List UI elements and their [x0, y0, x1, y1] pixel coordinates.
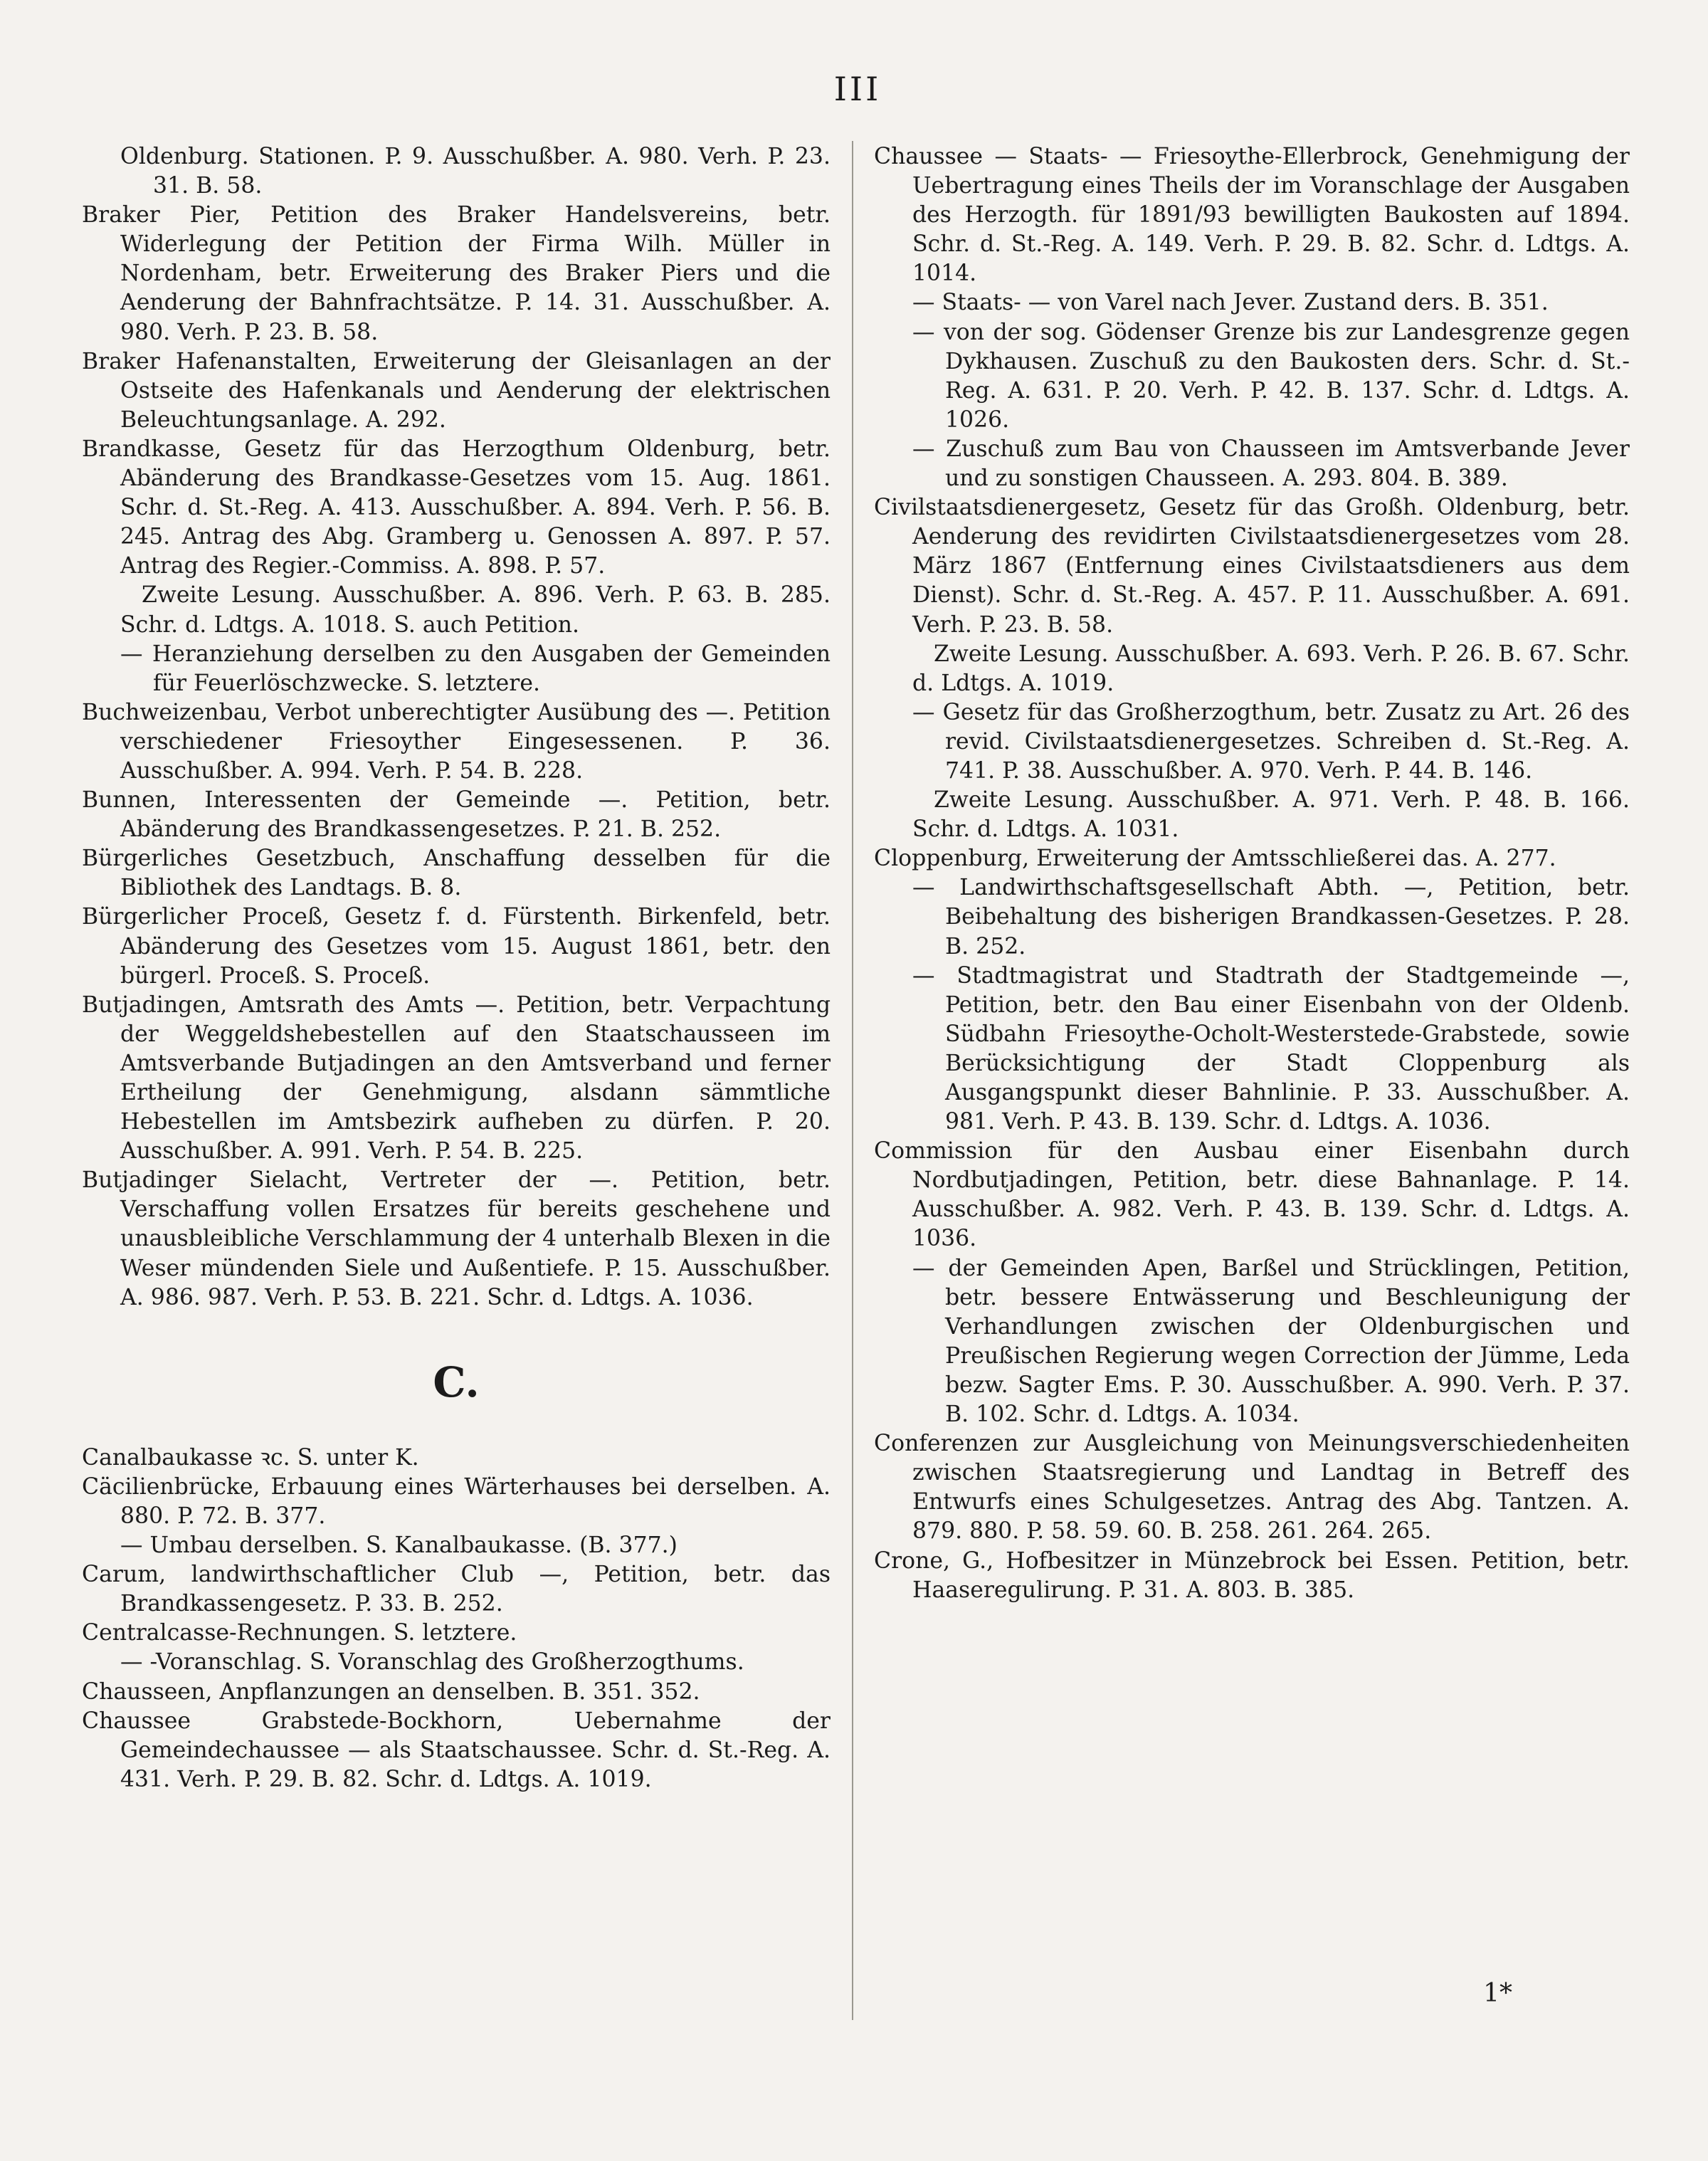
index-entry: Conferenzen zur Ausgleichung von Meinungsverschiedenheiten zwischen Staatsregierung und Landtag in Betreff des Entwurfs eines Schulgesetzes. Antrag des Abg. Tantzen. A. 879. 880. P. 58. 59. 60. B. 258. 261. 264. 265. — [874, 1431, 1630, 1545]
index-entry: Chaussee Grabstede-Bockhorn, Uebernahme der Gemeindechaussee — als Staatschaussee. Schr. d. St.-Reg. A. 431. Verh. P. 29. B. 82. Schr. d. Ldtgs. A. 1019. — [82, 1708, 831, 1792]
index-entry: Crone, G., Hofbesitzer in Münzebrock bei Essen. Petition, betr. Haaseregulirung. P. 31. A. 803. B. 385. — [874, 1547, 1630, 1603]
index-entry: Brandkasse, Gesetz für das Herzogthum Oldenburg, betr. Abänderung des Brandkasse-Gesetzes vom 15. Aug. 1861. Schr. d. St.-Reg. A. 413. Ausschußber. A. 894. Verh. P. 56. B. 245. Antrag des Abg. Gramberg u. Genossen A. 897. P. 57. Antrag des Regier.-Commiss. A. 898. P. 57. — [82, 436, 831, 579]
index-entry: Chausseen, Anpflanzungen an denselben. B. 351. 352. — [82, 1678, 700, 1705]
section-letter: C. — [433, 1357, 480, 1407]
index-entry: Commission für den Ausbau einer Eisenbahn durch Nordbutjadingen, Petition, betr. diese Bahnanlage. P. 14. Ausschußber. A. 982. Verh. P. 43. B. 139. Schr. d. Ldtgs. A. 1036. — [874, 1138, 1630, 1252]
index-entry: Zweite Lesung. Ausschußber. A. 693. Verh. P. 26. B. 67. Schr. d. Ldtgs. A. 1019. — [912, 641, 1630, 696]
index-entry: — Heranziehung derselben zu den Ausgaben der Gemeinden für Feuerlöschzwecke. S. letztere. — [120, 641, 831, 696]
right-column — [874, 142, 1630, 1605]
index-entry: Cloppenburg, Erweiterung der Amtsschließerei das. A. 277. — [874, 846, 1556, 872]
index-entry: Buchweizenbau, Verbot unberechtigter Ausübung des —. Petition verschiedener Friesoyther Eingesessenen. P. 36. Ausschußber. A. 994. Verh. P. 54. B. 228. — [82, 699, 831, 784]
left-entries-after — [82, 1444, 831, 1794]
index-entry: Zweite Lesung. Ausschußber. A. 896. Verh. P. 63. B. 285. Schr. d. Ldtgs. A. 1018. S. auch Petition. — [120, 582, 831, 638]
index-entry: — Stadtmagistrat und Stadtrath der Stadtgemeinde —, Petition, betr. den Bau einer Eisenbahn von der Oldenb. Südbahn Friesoythe-Ocholt-Westerstede-Grabstede, sowie Berücksichtigung der Stadt Cloppenburg als Ausgangspunkt dieser Bahnlinie. P. 33. Ausschußber. A. 981. Verh. P. 43. B. 139. Schr. d. Ldtgs. A. 1036. — [912, 962, 1630, 1135]
index-entry: — -Voranschlag. S. Voranschlag des Großherzogthums. — [120, 1649, 744, 1676]
index-entry: Chaussee — Staats- — Friesoythe-Ellerbrock, Genehmigung der Uebertragung eines Theils der im Voranschlage der Ausgaben des Herzogth. für 1891/93 bewilligten Baukosten auf 1894. Schr. d. St.-Reg. A. 149. Verh. P. 29. B. 82. Schr. d. Ldtgs. A. 1014. — [874, 144, 1630, 287]
index-entry: Civilstaatsdienergesetz, Gesetz für das Großh. Oldenburg, betr. Aenderung des revidirten Civilstaatsdienergesetzes vom 28. März 1867 (Entfernung eines Civilstaatsdieners aus dem Dienst). Schr. d. St.-Reg. A. 457. P. 11. Ausschußber. A. 691. Verh. P. 23. B. 58. — [874, 495, 1630, 638]
left-column — [82, 142, 831, 1794]
index-entry: Braker Pier, Petition des Braker Handelsvereins, betr. Widerlegung der Petition der Firma Wilh. Müller in Nordenham, betr. Erweiterung des Braker Piers und die Aenderung der Bahnfrachtsätze. P. 14. 31. Ausschußber. A. 980. Verh. P. 23. B. 58. — [82, 202, 831, 345]
index-entry: — der Gemeinden Apen, Barßel und Strücklingen, Petition, betr. bessere Entwässerung und Beschleunigung der Verhandlungen zwischen der Oldenburgischen und Preußischen Regierung wegen Correction der Jümme, Leda bezw. Sagter Ems. P. 30. Ausschußber. A. 990. Verh. P. 37. B. 102. Schr. d. Ldtgs. A. 1034. — [912, 1255, 1630, 1428]
index-entry: Bürgerliches Gesetzbuch, Anschaffung desselben für die Bibliothek des Landtags. B. 8. — [82, 846, 831, 901]
index-entry: — Zuschuß zum Bau von Chausseen im Amtsverbande Jever und zu sonstigen Chausseen. A. 293. 804. B. 389. — [912, 436, 1630, 492]
index-entry: Canalbaukasse ꝛc. S. unter K. — [82, 1444, 419, 1471]
index-entry: — Umbau derselben. S. Kanalbaukasse. (B. 377.) — [120, 1532, 678, 1559]
index-entry: — Landwirthschaftsgesellschaft Abth. —, Petition, betr. Beibehaltung des bisherigen Brandkassen-Gesetzes. P. 28. B. 252. — [912, 875, 1630, 959]
signature-mark: 1* — [1483, 1979, 1512, 2008]
left-entries-before — [82, 142, 831, 1313]
index-entry: Centralcasse-Rechnungen. S. letztere. — [82, 1620, 517, 1646]
index-entry: — von der sog. Gödenser Grenze bis zur Landesgrenze gegen Dykhausen. Zuschuß zu den Baukosten ders. Schr. d. St.-Reg. A. 631. P. 20. Verh. P. 42. B. 137. Schr. d. Ldtgs. A. 1026. — [912, 319, 1630, 433]
index-entry: Cäcilienbrücke, Erbauung eines Wärterhauses bei derselben. A. 880. P. 72. B. 377. — [82, 1473, 831, 1529]
index-entry: Oldenburg. Stationen. P. 9. Ausschußber. A. 980. Verh. P. 23. 31. B. 58. — [120, 144, 831, 199]
page-number: III — [833, 70, 882, 108]
right-entries — [874, 142, 1630, 1605]
index-entry: Bunnen, Interessenten der Gemeinde —. Petition, betr. Abänderung des Brandkassengesetzes. P. 21. B. 252. — [82, 787, 831, 843]
index-entry: Butjadingen, Amtsrath des Amts —. Petition, betr. Verpachtung der Weggeldshebestellen auf den Staatschausseen im Amtsverbande Butjadingen an den Amtsverband und ferner Ertheilung der Genehmigung, alsdann sämmtliche Hebestellen im Amtsbezirk aufheben zu dürfen. P. 20. Ausschußber. A. 991. Verh. P. 54. B. 225. — [82, 992, 831, 1164]
index-entry: — Gesetz für das Großherzogthum, betr. Zusatz zu Art. 26 des revid. Civilstaatsdienergesetzes. Schreiben d. St.-Reg. A. 741. P. 38. Ausschußber. A. 970. Verh. P. 44. B. 146. — [912, 699, 1630, 784]
column-divider — [852, 141, 853, 2020]
index-entry: Zweite Lesung. Ausschußber. A. 971. Verh. P. 48. B. 166. Schr. d. Ldtgs. A. 1031. — [912, 787, 1630, 843]
index-entry: Carum, landwirthschaftlicher Club —, Petition, betr. das Brandkassengesetz. P. 33. B. 252. — [82, 1562, 831, 1617]
index-entry: Butjadinger Sielacht, Vertreter der —. Petition, betr. Verschaffung vollen Ersatzes für bereits geschehene und unausbleibliche Verschlammung der 4 unterhalb Blexen in die Weser mündenden Siele und Außentiefe. P. 15. Ausschußber. A. 986. 987. Verh. P. 53. B. 221. Schr. d. Ldtgs. A. 1036. — [82, 1167, 831, 1310]
index-entry: Bürgerlicher Proceß, Gesetz f. d. Fürstenth. Birkenfeld, betr. Abänderung des Gesetzes vom 15. August 1861, betr. den bürgerl. Proceß. S. Proceß. — [82, 904, 831, 989]
index-entry: Braker Hafenanstalten, Erweiterung der Gleisanlagen an der Ostseite des Hafenkanals und Aenderung der elektrischen Beleuchtungsanlage. A. 292. — [82, 348, 831, 433]
index-entry: — Staats- — von Varel nach Jever. Zustand ders. B. 351. — [912, 290, 1549, 316]
